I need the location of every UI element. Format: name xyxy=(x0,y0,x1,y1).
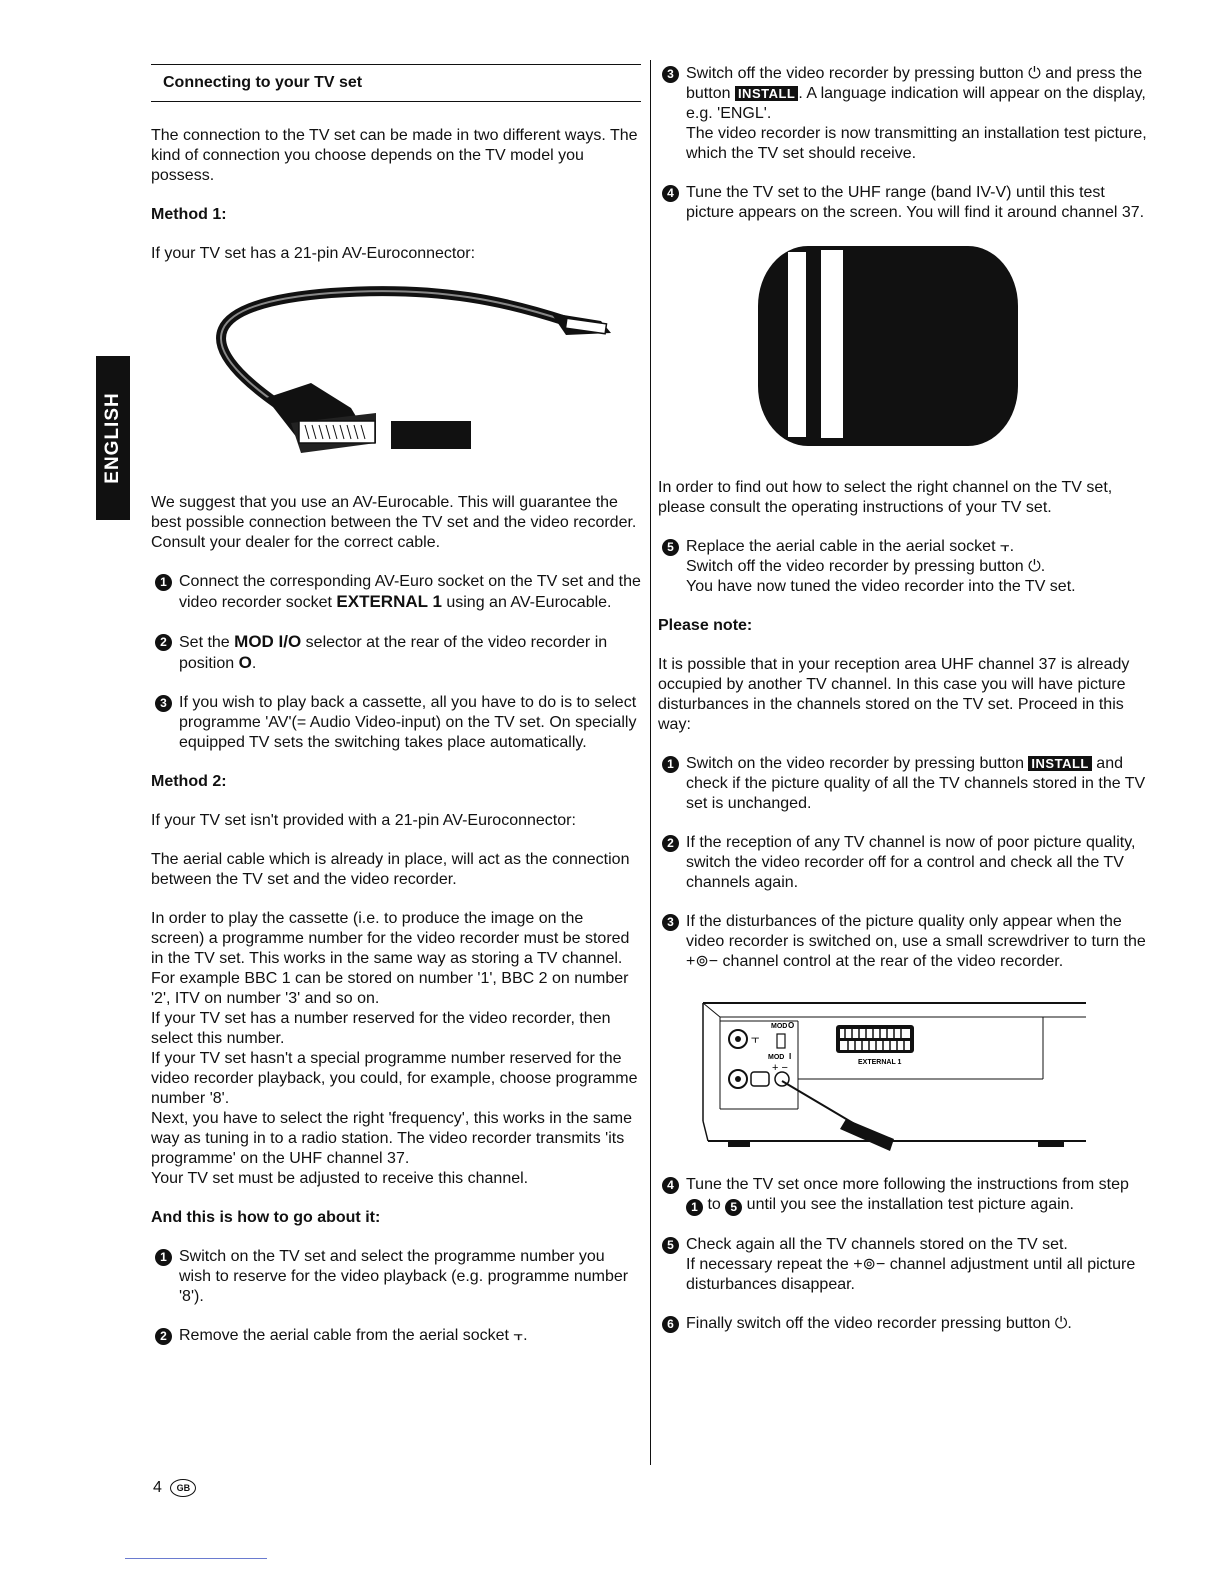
howto-title: And this is how to go about it: xyxy=(151,1209,381,1226)
svg-text:O: O xyxy=(788,1021,795,1030)
method2-step-1: 1 Switch on the TV set and select the programme number you wish to reserve for the video playback (e.g. programme number '8'). xyxy=(151,1247,641,1307)
left-column xyxy=(151,64,641,1365)
step-number-icon: 2 xyxy=(155,1328,172,1345)
svg-text:+ −: + − xyxy=(772,1062,788,1074)
note-step-5: 5 Check again all the TV channels stored on the TV set. If necessary repeat the +⊚− channel adjustment until all picture disturbances disappear. xyxy=(658,1235,1148,1295)
intro-text: The connection to the TV set can be made in two different ways. The kind of connection you choose depends on the TV model you possess. xyxy=(151,127,638,184)
test-picture-illustration xyxy=(658,242,1148,452)
language-tab: ENGLISH xyxy=(96,356,130,520)
gb-badge-icon: GB xyxy=(170,1479,196,1497)
right-column xyxy=(658,64,1148,1353)
note-text: It is possible that in your reception area UHF channel 37 is already occupied by another TV channel. In this case you will have picture disturbances in the channels stored on the TV set. Proceed in this way: xyxy=(658,656,1130,733)
channel-control-icon: +⊚− xyxy=(686,953,719,970)
step-number-icon: 4 xyxy=(662,1177,679,1194)
svg-text:MOD: MOD xyxy=(771,1023,788,1030)
step-number-icon: 5 xyxy=(662,1237,679,1254)
note-step-1: 1 Switch on the video recorder by pressing button INSTALL and check if the picture quality of all the TV channels stored in the TV set is unchanged. xyxy=(658,754,1148,814)
step-number-icon: 2 xyxy=(155,634,172,651)
column-divider xyxy=(650,60,651,1465)
install-button-icon: INSTALL xyxy=(735,86,798,101)
note-step-3: 3 If the disturbances of the picture quality only appear when the video recorder is switched on, use a small screwdriver to turn the +⊚− channel control at the rear of the video recorder. xyxy=(658,912,1148,972)
step-number-icon: 6 xyxy=(662,1316,679,1333)
svg-text:I: I xyxy=(789,1052,792,1061)
play-instructions: In order to play the cassette (i.e. to produce the image on the screen) a programme number for the video recorder must be stored in the TV set. This works in the same way as storing a TV channel. For example BBC 1 can be stored on number '1', BBC 2 on number '2', ITV on number '3' and so on. If your TV set has a number reserved for the video recorder, then select this number. If your TV set hasn't a special programme number reserved for the video recorder playback, you could, for example, choose programme number '8'. Next, you have to select the right 'frequency', this works in the same way as tuning in to a radio station. The video recorder transmits 'its programme' on the UHF channel 37. Your TV set must be adjusted to receive this channel. xyxy=(151,910,638,1187)
aerial-text: The aerial cable which is already in place, will act as the connection between the TV set and the video recorder. xyxy=(151,851,630,888)
step-number-icon: 5 xyxy=(725,1199,742,1216)
page-number: 4 GB xyxy=(153,1478,196,1498)
step-number-icon: 1 xyxy=(662,756,679,773)
step-3: 3 Switch off the video recorder by pressing button ⏻ and press the button INSTALL . A language indication will appear on the display, e.g. 'ENGL'. The video recorder is now transmitting an installation test picture, which the TV set should receive. xyxy=(658,64,1148,164)
step-number-icon: 4 xyxy=(662,185,679,202)
step-number-icon: 2 xyxy=(662,835,679,852)
rear-panel-diagram xyxy=(658,991,1148,1161)
footer-rule xyxy=(125,1558,267,1559)
step-number-icon: 3 xyxy=(662,66,679,83)
step-5: 5 Replace the aerial cable in the aerial socket ⫟. Switch off the video recorder by pressing button ⏻. You have now tuned the video recorder into the TV set. xyxy=(658,537,1148,597)
note-title: Please note: xyxy=(658,617,753,634)
method1-title: Method 1: xyxy=(151,206,227,223)
step-number-icon: 3 xyxy=(155,695,172,712)
step-number-icon: 5 xyxy=(662,539,679,556)
step-number-icon: 1 xyxy=(155,1249,172,1266)
method2-title: Method 2: xyxy=(151,773,227,790)
euro-cable-illustration xyxy=(181,283,641,483)
step-number-icon: 3 xyxy=(662,914,679,931)
section-header: Connecting to your TV set xyxy=(151,64,641,102)
consult-text: In order to find out how to select the right channel on the TV set, please consult the operating instructions of your TV set. xyxy=(658,479,1113,516)
method2-step-2: 2 Remove the aerial cable from the aerial socket ⫟. xyxy=(151,1326,641,1346)
step-number-icon: 1 xyxy=(155,574,172,591)
svg-text:MOD: MOD xyxy=(768,1054,785,1061)
method1-step-1: 1 Connect the corresponding AV-Euro socket on the TV set and the video recorder socket EXTERNAL 1 using an AV-Eurocable. xyxy=(151,572,641,613)
note-step-6: 6 Finally switch off the video recorder pressing button ⏻. xyxy=(658,1314,1148,1334)
step-4: 4 Tune the TV set to the UHF range (band IV-V) until this test picture appears on the screen. You will find it around channel 37. xyxy=(658,183,1148,223)
note-step-4: 4 Tune the TV set once more following the instructions from step 1 to 5 until you see the installation test picture again. xyxy=(658,1175,1148,1216)
step-number-icon: 1 xyxy=(686,1199,703,1216)
method1-step-3: 3 If you wish to play back a cassette, all you have to do is to select programme 'AV'(= Audio Video-input) on the TV set. On specially equipped TV sets the switching takes place automatically. xyxy=(151,693,641,753)
install-button-icon: INSTALL xyxy=(1028,756,1091,771)
suggest-text: We suggest that you use an AV-Eurocable. This will guarantee the best possible connection between the TV set and the video recorder. Consult your dealer for the correct cable. xyxy=(151,494,637,551)
note-step-2: 2 If the reception of any TV channel is now of poor picture quality, switch the video recorder off for a control and check all the TV channels again. xyxy=(658,833,1148,893)
svg-text:EXTERNAL 1: EXTERNAL 1 xyxy=(858,1059,902,1066)
svg-text:⫟: ⫟ xyxy=(751,1030,760,1046)
method1-step-2: 2 Set the MOD I/O selector at the rear of the video recorder in position O. xyxy=(151,632,641,674)
method1-condition: If your TV set has a 21-pin AV-Euroconnector: xyxy=(151,245,476,262)
method2-condition: If your TV set isn't provided with a 21-pin AV-Euroconnector: xyxy=(151,812,576,829)
